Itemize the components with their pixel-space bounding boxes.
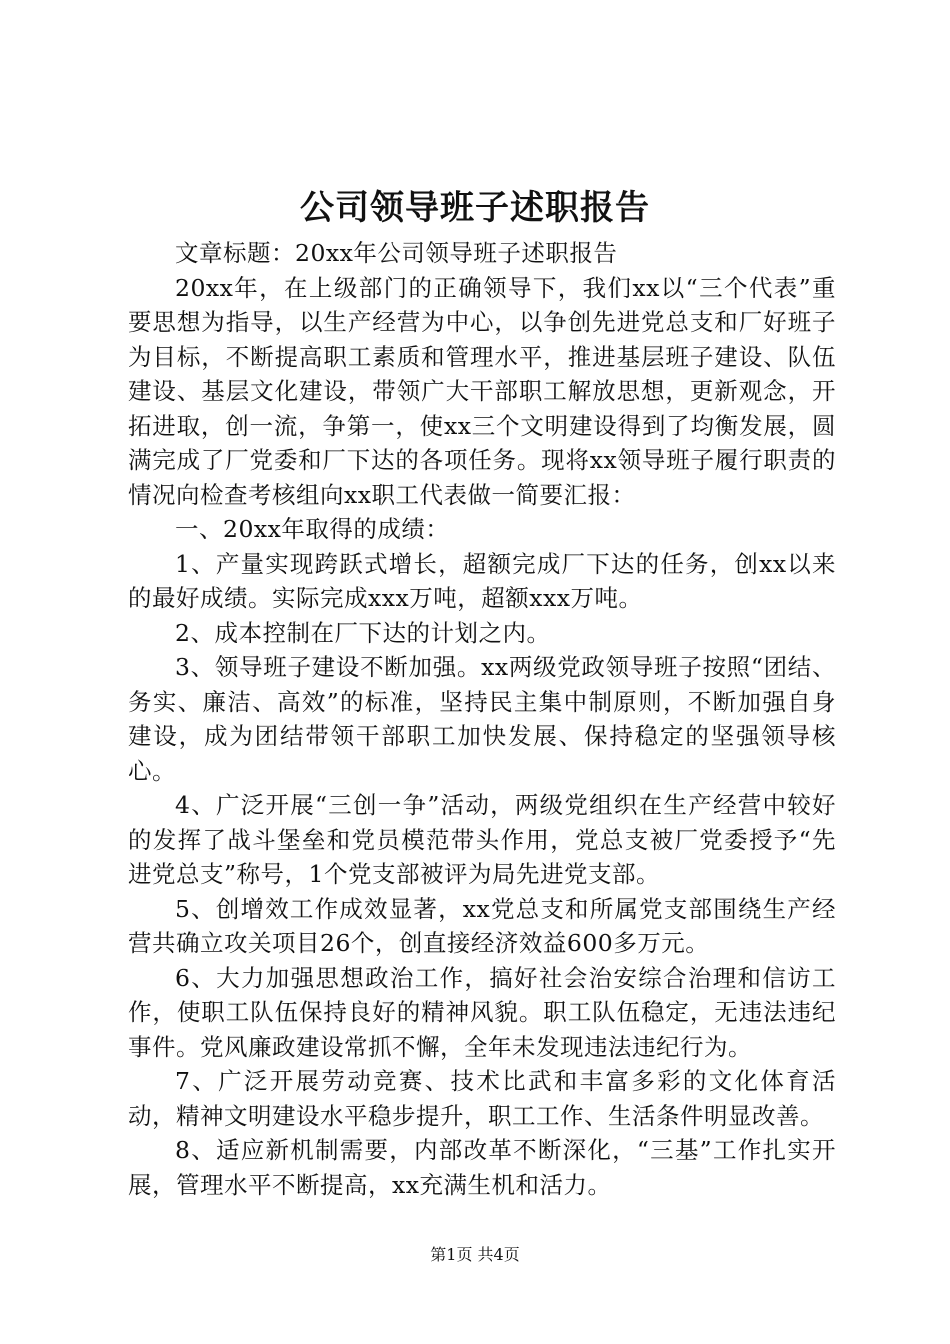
section-heading: 一、20xx年取得的成绩： <box>175 515 450 543</box>
achievement-item-8: 8、适应新机制需要，内部改革不断深化，“三基”工作扎实开展，管理水平不断提高，xx充满生机和活力。 <box>128 1136 836 1199</box>
document-body <box>128 236 836 1202</box>
achievement-item-3: 3、领导班子建设不断加强。xx两级党政领导班子按照“团结、务实、廉洁、高效”的标准，坚持民主集中制原则，不断加强自身建设，成为团结带领干部职工加快发展、保持稳定的坚强领导核心。 <box>128 653 836 785</box>
document-title: 公司领导班子述职报告 <box>300 188 650 228</box>
achievement-item-7: 7、广泛开展劳动竞赛、技术比武和丰富多彩的文化体育活动，精神文明建设水平稳步提升，职工工作、生活条件明显改善。 <box>128 1067 836 1130</box>
page-number-footer: 第1页 共4页 <box>430 1245 520 1264</box>
achievement-item-5: 5、创增效工作成效显著，xx党总支和所属党支部围绕生产经营共确立攻关项目26个，创直接经济效益600多万元。 <box>128 894 836 957</box>
intro-paragraph: 20xx年，在上级部门的正确领导下，我们xx以“三个代表”重要思想为指导，以生产经营为中心，以争创先进党总支和厂好班子为目标，不断提高职工素质和管理水平，推进基层班子建设、队伍建设、基层文化建设，带领广大干部职工解放思想，更新观念，开拓进取，创一流，争第一，使xx三个文明建设得到了均衡发展，圆满完成了厂党委和厂下达的各项任务。现将xx领导班子履行职责的情况向检查考核组向xx职工代表做一简要汇报： <box>128 273 836 509</box>
achievement-item-4: 4、广泛开展“三创一争”活动，两级党组织在生产经营中较好的发挥了战斗堡垒和党员模范带头作用，党总支被厂党委授予“先进党总支”称号，1个党支部被评为局先进党支部。 <box>128 791 836 888</box>
achievement-item-1: 1、产量实现跨跃式增长，超额完成厂下达的任务，创xx以来的最好成绩。实际完成xxx万吨，超额xxx万吨。 <box>128 549 836 612</box>
achievement-item-6: 6、大力加强思想政治工作，搞好社会治安综合治理和信访工作，使职工队伍保持良好的精神风貌。职工队伍稳定，无违法违纪事件。党风廉政建设常抓不懈，全年未发现违法违纪行为。 <box>128 963 836 1061</box>
achievement-item-2: 2、成本控制在厂下达的计划之内。 <box>175 618 551 647</box>
article-heading-line: 文章标题：20xx年公司领导班子述职报告 <box>175 239 618 267</box>
